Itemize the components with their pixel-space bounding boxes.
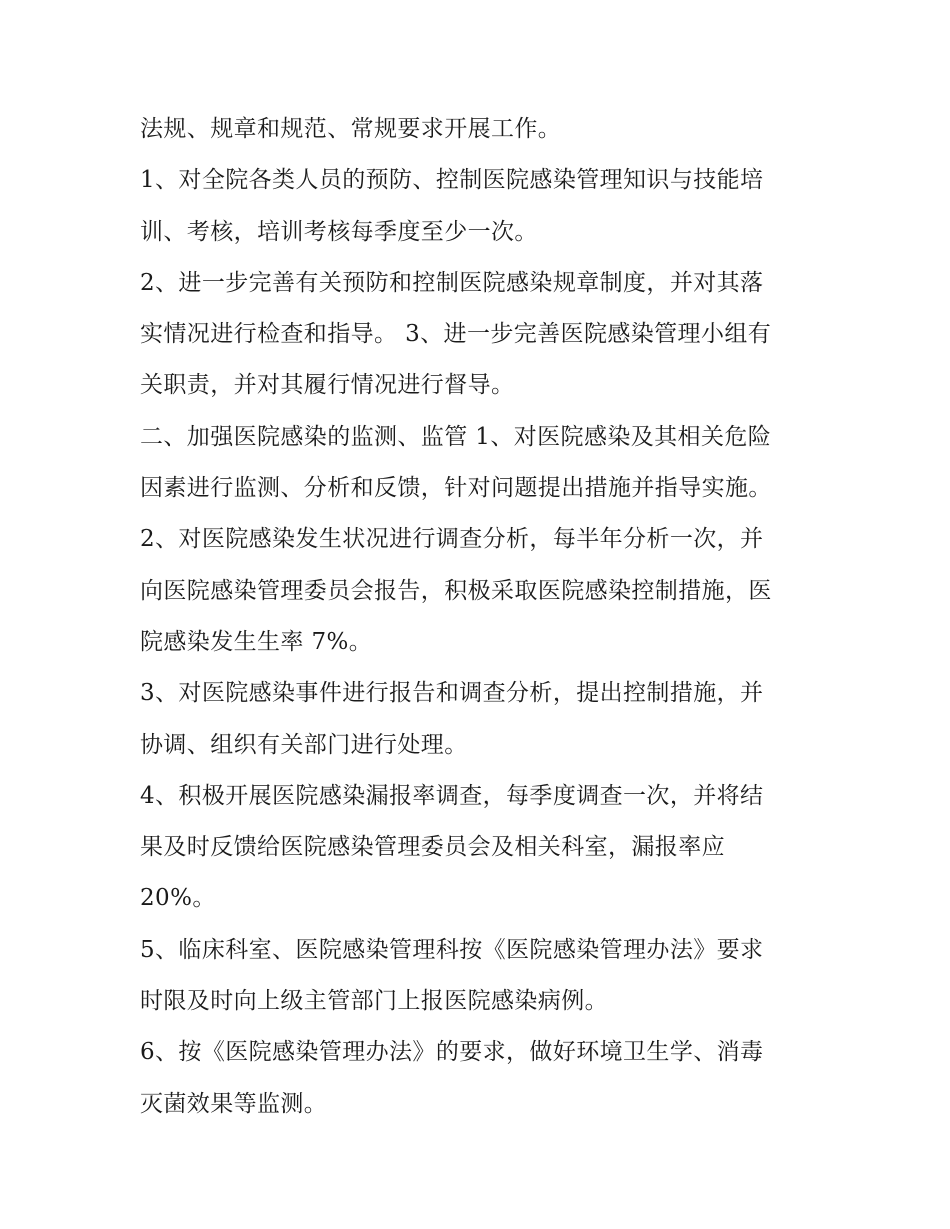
text-line: 果及时反馈给医院感染管理委员会及相关科室，漏报率应 xyxy=(140,834,725,861)
text-line: 1、对全院各类人员的预防、控制医院感染管理知识与技能培 xyxy=(140,167,764,194)
text-line: 训、考核，培训考核每季度至少一次。 xyxy=(140,218,538,245)
text-line: 6、按《医院感染管理办法》的要求，做好环境卫生学、消毒 xyxy=(140,1039,764,1066)
text-line: 时限及时向上级主管部门上报医院感染病例。 xyxy=(140,988,608,1015)
text-line: 4、积极开展医院感染漏报率调查，每季度调查一次，并将结 xyxy=(140,782,764,809)
text-line: 关职责，并对其履行情况进行督导。 xyxy=(140,372,515,399)
text-line: 向医院感染管理委员会报告，积极采取医院感染控制措施，医 xyxy=(140,577,772,604)
text-line: 2、进一步完善有关预防和控制医院感染规章制度，并对其落 xyxy=(140,269,764,296)
text-line: 院感染发生生率 7%。 xyxy=(140,628,373,655)
text-line: 20%。 xyxy=(140,885,216,912)
text-line: 协调、组织有关部门进行处理。 xyxy=(140,731,468,758)
text-line: 灭菌效果等监测。 xyxy=(140,1090,328,1117)
text-line: 2、对医院感染发生状况进行调查分析，每半年分析一次，并 xyxy=(140,526,764,553)
text-line: 实情况进行检查和指导。 3、进一步完善医院感染管理小组有 xyxy=(140,321,772,348)
text-line: 3、对医院感染事件进行报告和调查分析，提出控制措施，并 xyxy=(140,680,764,707)
text-line: 5、临床科室、医院感染管理科按《医院感染管理办法》要求 xyxy=(140,936,764,963)
document-body xyxy=(140,104,820,1130)
text-line: 二、加强医院感染的监测、监管 1、对医院感染及其相关危险 xyxy=(140,423,772,450)
text-line: 因素进行监测、分析和反馈，针对问题提出措施并指导实施。 xyxy=(140,475,772,502)
text-line: 法规、规章和规范、常规要求开展工作。 xyxy=(140,116,562,142)
